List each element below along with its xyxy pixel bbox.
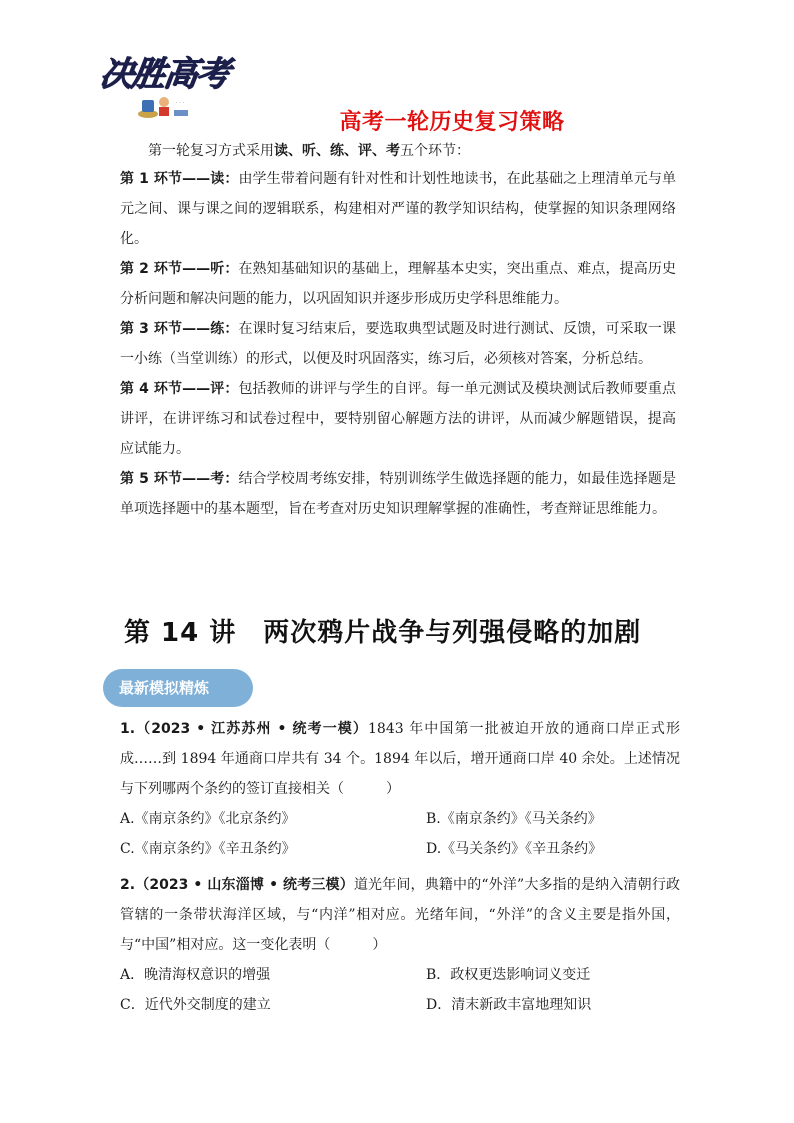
step-text: 在熟知基础知识的基础上，理解基本史实，突出重点、难点，提高历史分析问题和解决问题的能力，以巩固知识并逐步形成历史学科思维能力。 <box>120 261 676 307</box>
logo-text: 决胜高考 <box>96 54 231 94</box>
step-1 <box>120 164 676 254</box>
intro-line <box>148 140 470 160</box>
lesson-title: 第 14 讲 两次鸦片战争与列强侵略的加剧 <box>124 618 642 648</box>
intro-prefix: 第一轮复习方式采用 <box>148 143 274 159</box>
option-a[interactable]: A.《南京条约》《北京条约》 <box>120 811 296 827</box>
page-title: 高考一轮历史复习策略 <box>339 110 565 135</box>
question-text: 道光年间，典籍中的“外洋”大多指的是纳入清朝行政管辖的一条带状海洋区域，与“内洋”相对应。光绪年间，“外洋”的含义主要是指外国，与“中国”相对应。这一变化表明（ ） <box>120 877 680 953</box>
question-stem <box>120 870 680 960</box>
question-2 <box>120 870 680 1020</box>
intro-suffix: 五个环节： <box>400 143 470 159</box>
question-stem <box>120 714 680 804</box>
option-b[interactable]: B.《南京条约》《马关条约》 <box>426 811 602 827</box>
step-4 <box>120 374 676 464</box>
review-steps <box>120 164 676 524</box>
intro-bold: 读、听、练、评、考 <box>274 143 400 159</box>
step-label: 第 1 环节——读： <box>120 171 239 187</box>
step-2 <box>120 254 676 314</box>
step-label: 第 5 环节——考： <box>120 471 239 487</box>
step-5 <box>120 464 676 524</box>
step-text: 包括教师的讲评与学生的自评。每一单元测试及模块测试后教师要重点讲评，在讲评练习和试卷过程中，要特别留心解题方法的讲评，从而减少解题错误，提高应试能力。 <box>120 381 676 457</box>
option-list <box>120 804 680 864</box>
svg-text:· · ·: · · · <box>176 100 184 106</box>
question-text: 1843 年中国第一批被迫开放的通商口岸正式形成……到 1894 年通商口岸共有 34 个。1894 年以后，增开通商口岸 40 余处。上述情况与下列哪两个条约的签订直接相关（ ） <box>120 721 681 797</box>
option-a[interactable]: A．晚清海权意识的增强 <box>120 967 271 983</box>
step-3 <box>120 314 676 374</box>
step-label: 第 4 环节——评： <box>120 381 239 397</box>
question-source: 1.（2023 • 江苏苏州 • 统考一模） <box>120 721 369 737</box>
option-c[interactable]: C.《南京条约》《辛丑条约》 <box>120 841 296 857</box>
option-d[interactable]: D．清末新政丰富地理知识 <box>426 997 592 1013</box>
step-text: 在课时复习结束后，要选取典型试题及时进行测试、反馈，可采取一课一小练（当堂训练）的形式，以便及时巩固落实，练习后，必须核对答案，分析总结。 <box>120 321 676 367</box>
option-d[interactable]: D.《马关条约》《辛丑条约》 <box>426 841 603 857</box>
question-1 <box>120 714 680 864</box>
option-list <box>120 960 680 1020</box>
step-label: 第 2 环节——听： <box>120 261 239 277</box>
option-b[interactable]: B．政权更迭影响词义变迁 <box>426 967 591 983</box>
option-c[interactable]: C．近代外交制度的建立 <box>120 997 271 1013</box>
step-label: 第 3 环节——练： <box>120 321 239 337</box>
step-text: 由学生带着问题有针对性和计划性地读书，在此基础之上理清单元与单元之间、课与课之间的逻辑联系，构建相对严谨的教学知识结构，使掌握的知识条理网络化。 <box>120 171 676 247</box>
step-text: 结合学校周考练安排，特别训练学生做选择题的能力，如最佳选择题是单项选择题中的基本题型，旨在考查对历史知识理解掌握的准确性，考查辩证思维能力。 <box>120 471 676 517</box>
section-badge: 最新模拟精炼 <box>103 669 253 707</box>
question-source: 2.（2023 • 山东淄博 • 统考三模） <box>120 877 354 893</box>
